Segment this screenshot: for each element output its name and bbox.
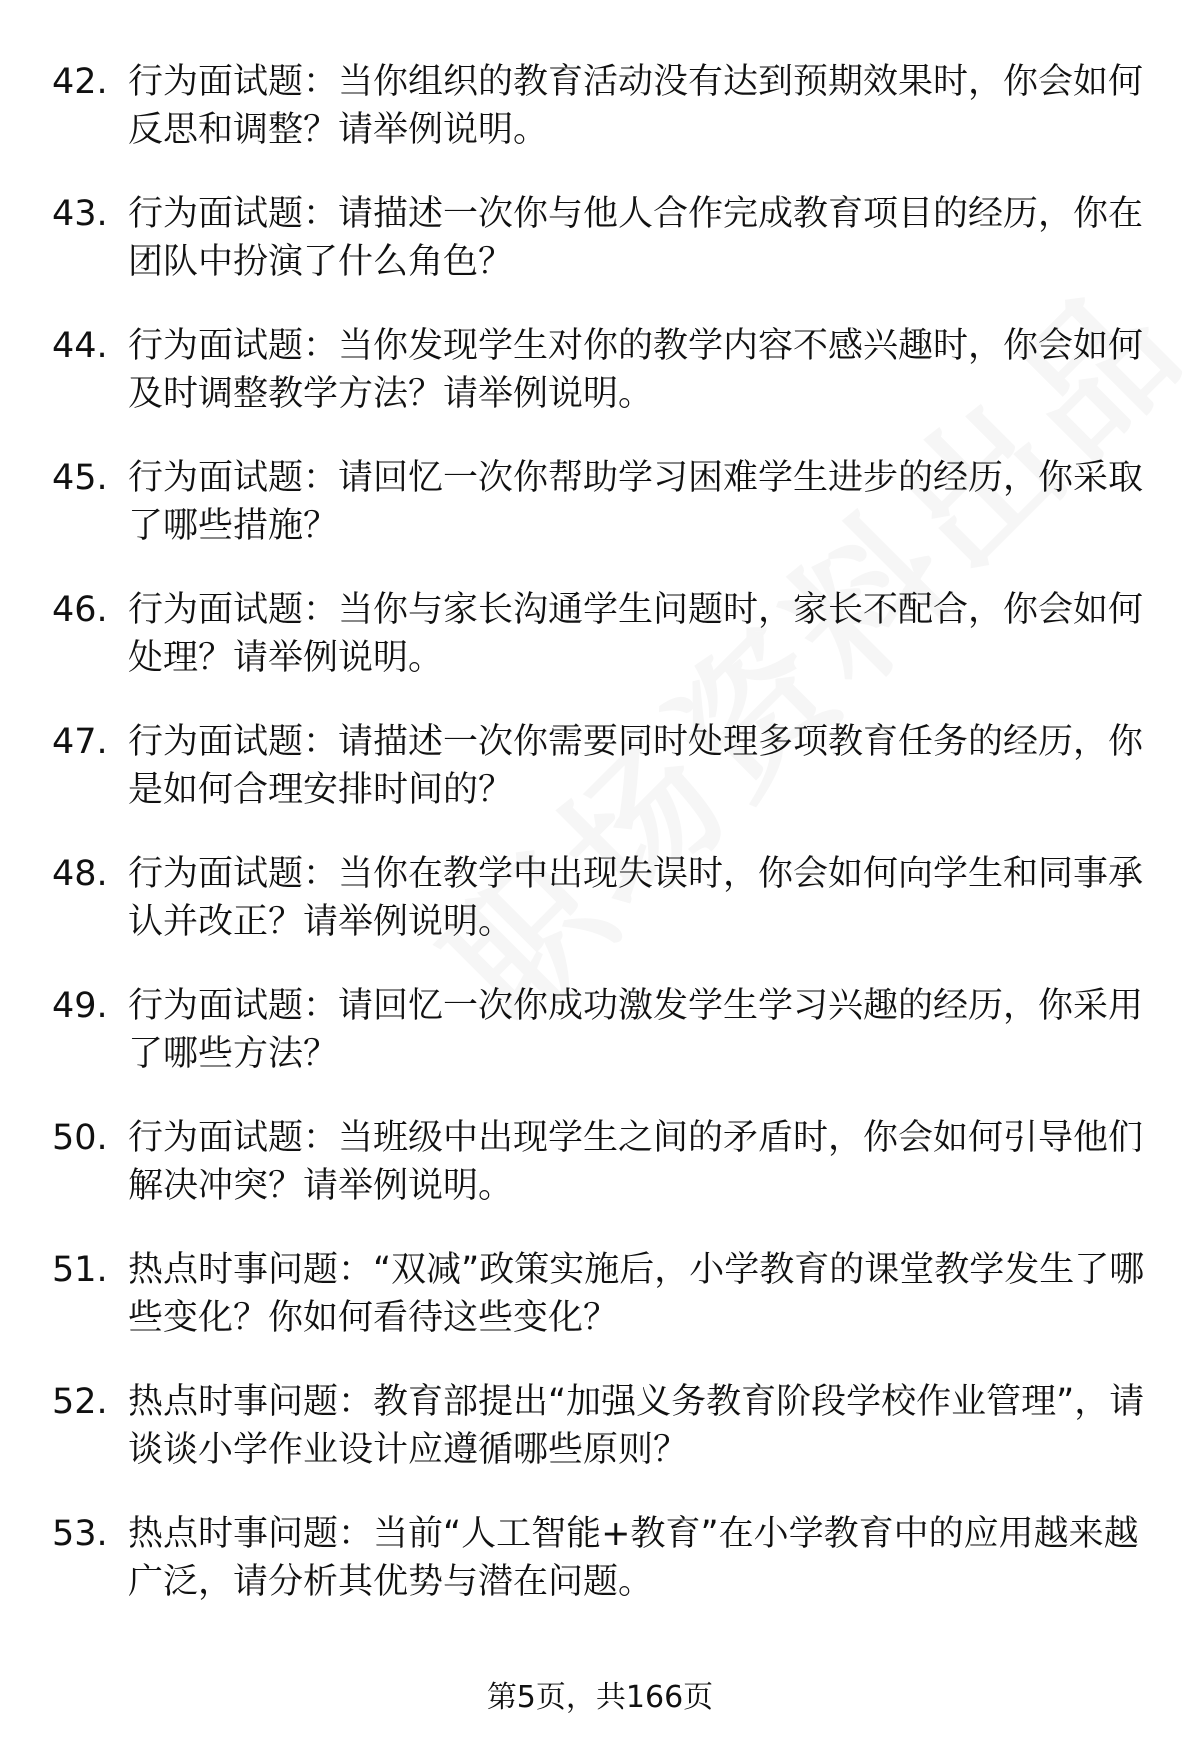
question-text: 行为面试题：当你发现学生对你的教学内容不感兴趣时，你会如何及时调整教学方法？请举例说明。 — [128, 326, 1144, 414]
question-text: 热点时事问题：“双减”政策实施后，小学教育的课堂教学发生了哪些变化？你如何看待这些变化？ — [128, 1250, 1145, 1338]
list-item — [52, 1378, 1152, 1510]
question-number: 45. — [52, 458, 108, 498]
question-number: 46. — [52, 590, 108, 630]
list-item — [52, 58, 1152, 190]
question-text: 行为面试题：请回忆一次你成功激发学生学习兴趣的经历，你采用了哪些方法？ — [128, 986, 1144, 1074]
list-item — [52, 850, 1152, 982]
list-item — [52, 190, 1152, 322]
list-item — [52, 454, 1152, 586]
question-text: 热点时事问题：教育部提出“加强义务教育阶段学校作业管理”，请谈谈小学作业设计应遵循哪些原则？ — [128, 1382, 1145, 1470]
list-item — [52, 322, 1152, 454]
question-number: 47. — [52, 722, 108, 762]
question-number: 44. — [52, 326, 108, 366]
question-text: 行为面试题：请描述一次你与他人合作完成教育项目的经历，你在团队中扮演了什么角色？ — [128, 194, 1144, 282]
question-number: 49. — [52, 986, 108, 1026]
question-number: 42. — [52, 62, 108, 102]
question-number: 52. — [52, 1382, 108, 1422]
list-item — [52, 586, 1152, 718]
list-item — [52, 1510, 1152, 1642]
question-number: 53. — [52, 1514, 108, 1554]
list-item — [52, 718, 1152, 850]
question-text: 行为面试题：当你组织的教育活动没有达到预期效果时，你会如何反思和调整？请举例说明。 — [128, 62, 1144, 150]
question-text: 行为面试题：当你在教学中出现失误时，你会如何向学生和同事承认并改正？请举例说明。 — [128, 854, 1144, 942]
question-text: 行为面试题：当你与家长沟通学生问题时，家长不配合，你会如何处理？请举例说明。 — [128, 590, 1144, 678]
question-number: 51. — [52, 1250, 108, 1290]
list-item — [52, 1114, 1152, 1246]
question-number: 48. — [52, 854, 108, 894]
list-item — [52, 982, 1152, 1114]
page-number: 第5页，共166页 — [486, 1680, 714, 1715]
question-text: 行为面试题：请描述一次你需要同时处理多项教育任务的经历，你是如何合理安排时间的？ — [128, 722, 1144, 810]
question-text: 热点时事问题：当前“人工智能+教育”在小学教育中的应用越来越广泛，请分析其优势与潜在问题。 — [128, 1514, 1139, 1602]
list-item — [52, 1246, 1152, 1378]
question-text: 行为面试题：当班级中出现学生之间的矛盾时，你会如何引导他们解决冲突？请举例说明。 — [128, 1118, 1144, 1206]
question-text: 行为面试题：请回忆一次你帮助学习困难学生进步的经历，你采取了哪些措施？ — [128, 458, 1144, 546]
question-list — [52, 58, 1152, 1642]
question-number: 50. — [52, 1118, 108, 1158]
question-number: 43. — [52, 194, 108, 234]
